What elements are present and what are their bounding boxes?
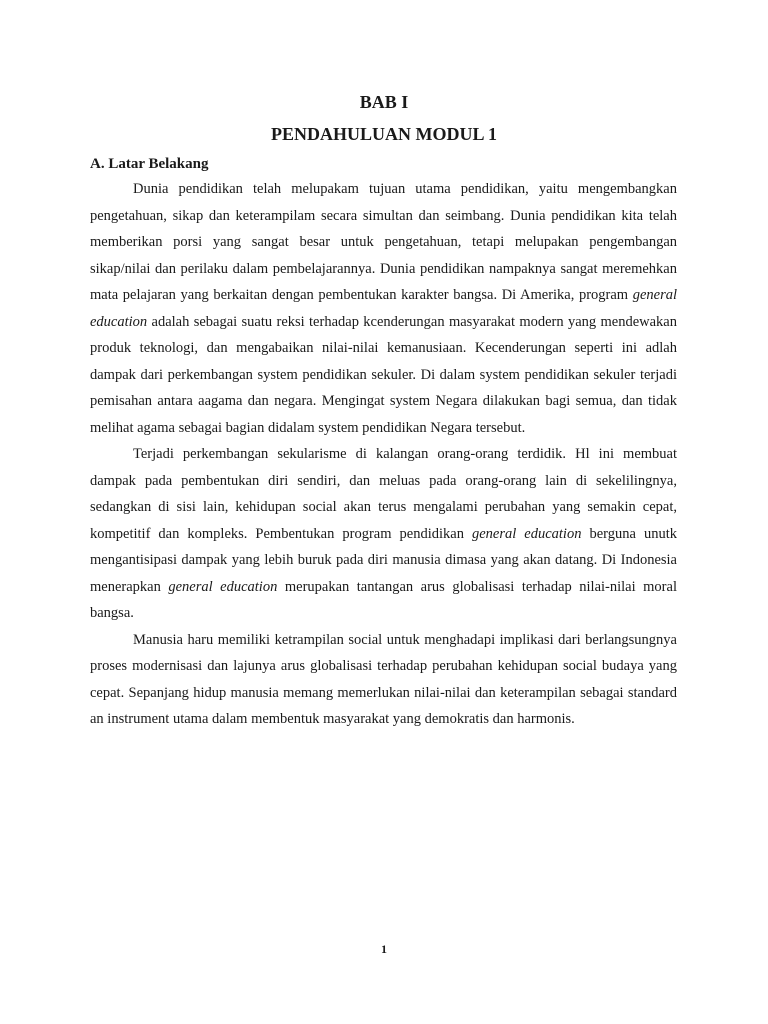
italic-term: general education xyxy=(90,287,677,330)
italic-term: general education xyxy=(168,578,278,595)
page-number: 1 xyxy=(381,942,387,956)
text-run: berguna unutk mengantisipasi dampak yang lebih buruk pada diri manusia dimasa yang akan datang. Di Indonesia menerapkan xyxy=(90,525,677,595)
text-run: merupakan tantangan arus globalisasi terhadap nilai-nilai moral bangsa. xyxy=(90,578,677,621)
paragraph xyxy=(90,176,677,441)
text-run: Manusia haru memiliki ketrampilan social untuk menghadapi implikasi dari berlangsungnya proses modernisasi dan lajunya arus globalisasi terhadap perubahan kehidupan social budaya yang cepat. Sepanjang hidup manusia memang memerlukan nilai-nilai dan keterampilan sebagai standard an instrument utama dalam membentuk masyarakat yang demokratis dan harmonis. xyxy=(90,631,677,727)
chapter-title: PENDAHULUAN MODUL 1 xyxy=(270,124,497,144)
text-run: Terjadi perkembangan sekularisme di kalangan orang-orang terdidik. Hl ini membuat dampak pada pembentukan diri sendiri, dan meluas pada orang-orang lain di sekelilingnya, sedangkan di sisi lain, kehidupan social akan terus mengalami perubahan yang semakin cepat, kompetitif dan kompleks. Pembentukan program pendidikan xyxy=(90,446,677,542)
paragraph xyxy=(90,441,677,627)
text-run: adalah sebagai suatu reksi terhadap kcenderungan masyarakat modern yang mendewakan produk teknologi, dan mengabaikan nilai-nilai kemanusiaan. Kecenderungan seperti ini adlah dampak dari perkembangan system pendidikan sekuler. Di dalam system pendidikan sekuler terjadi pemisahan antara aagama dan negara. Mengingat system Negara dilakukan bagi semua, dan tidak melihat agama sebagai bagian didalam system pendidikan Negara tersebut. xyxy=(90,313,677,436)
italic-term: general education xyxy=(471,525,582,542)
paragraph xyxy=(90,627,677,733)
text-run: Dunia pendidikan telah melupakam tujuan utama pendidikan, yaitu mengembangkan pengetahuan, sikap dan keterampilam secara simultan dan seimbang. Dunia pendidikan kita telah memberikan porsi yang sangat besar untuk pengetahuan, tetapi melupakan pengembangan sikap/nilai dan perilaku dalam pembelajarannya. Dunia pendidikan nampaknya sangat meremehkan mata pelajaran yang berkaitan dengan pembentukan karakter bangsa. Di Amerika, program xyxy=(90,181,677,303)
chapter-heading: BAB I xyxy=(359,92,409,112)
body-text xyxy=(90,176,677,733)
section-heading: A. Latar Belakang xyxy=(90,156,209,172)
